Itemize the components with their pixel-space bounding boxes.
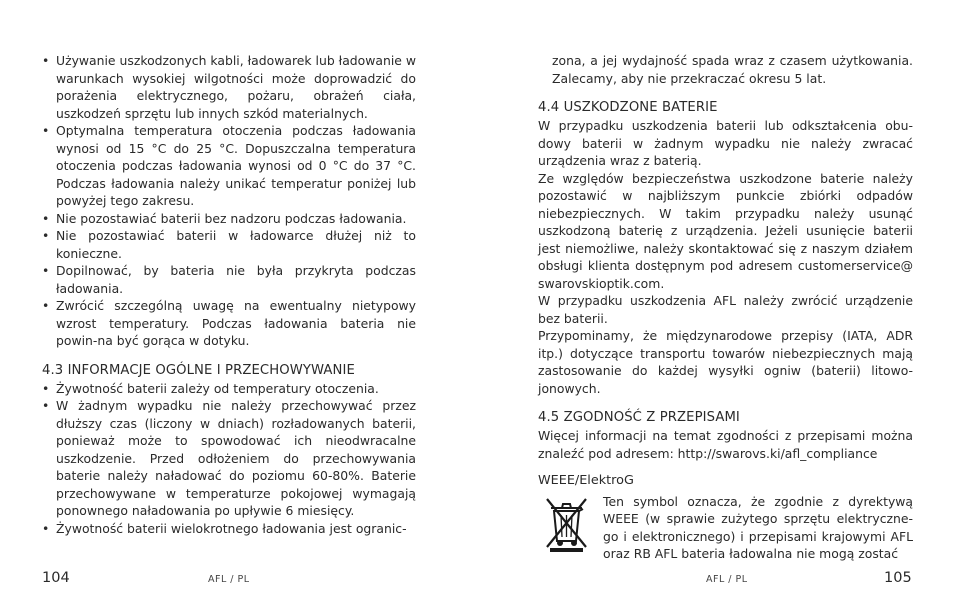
- paragraph: Ze względów bezpieczeństwa uszkodzone baterie należy pozostawić w najbliższym punkcie zbiórki odpadów niebezpiecznych. W takim przypadku należy usunąć uszkodzoną baterię z urządzenia. Jeżeli usunięcie baterii jest niemożliwe, należy skontaktować się z naszym działem obsługi klienta dostępnym pod adresem customerservice@ swarovskioptik.com.: [538, 170, 913, 291]
- list-item: [42, 520, 416, 538]
- bullet-icon: •: [42, 298, 50, 313]
- paragraph: Przypominamy, że międzynarodowe przepisy (IATA, ADR itp.) dotyczące transportu towarów niebezpiecznych mają zastosowanie do każdej wysyłki ogniw (baterii) litowo-jonowych.: [538, 328, 913, 396]
- bullet-icon: •: [42, 210, 50, 226]
- bullet-icon: •: [42, 228, 50, 243]
- list-item: [42, 397, 416, 520]
- bullet-icon: •: [42, 398, 50, 413]
- list-item: [42, 380, 416, 398]
- bullet-icon: •: [42, 53, 50, 68]
- list-item-text: W żadnym wypadku nie należy przechowywać przez dłuższy czas (liczony w dniach) rozładowanych baterii, ponieważ może to spowodować ich nieodwracalne uszkodzenie. Przed odłożeniem do przechowywania baterie należy naładować do poziomu 60-80%. Baterie przechowywane w temperaturze pokojowej wymagają ponownego naładowania po upływie 6 miesięcy.: [56, 398, 416, 518]
- list-item-text: Żywotność baterii wielokrotnego ładowania jest ogranic-: [56, 520, 407, 536]
- left-page: [42, 52, 416, 537]
- list-item: [42, 227, 416, 262]
- section-heading-4-5: 4.5 ZGODNOŚĆ Z PRZEPISAMI: [538, 410, 740, 425]
- list-item-text: Zwrócić szczególną uwagę na ewentualny nietypowy wzrost temperatury. Podczas ładowania bateria nie powin-na być gorąca w dotyku.: [56, 298, 416, 348]
- paragraph: W przypadku uszkodzenia AFL należy zwrócić urządzenie bez baterii.: [538, 293, 913, 326]
- list-item-text: Nie pozostawiać baterii bez nadzoru podczas ładowania.: [56, 210, 407, 226]
- list-item: [42, 262, 416, 297]
- list-item-text: Dopilnować, by bateria nie była przykryta podczas ładowania.: [56, 263, 416, 296]
- paragraph: Więcej informacji na temat zgodności z przepisami można znaleźć pod adresem: http://swarovs.ki/afl_compliance: [538, 428, 913, 461]
- bullet-icon: •: [42, 520, 50, 536]
- bullet-icon: •: [42, 263, 50, 278]
- weee-notice: [538, 493, 913, 563]
- bullet-icon: •: [42, 380, 50, 396]
- footer-right: AFL / PL: [706, 574, 748, 585]
- paragraph: W przypadku uszkodzenia baterii lub odkształcenia obu-dowy baterii w żadnym wypadku nie należy zwracać urządzenia wraz z baterią.: [538, 118, 913, 168]
- list-item: [42, 210, 416, 228]
- list-item-text: Żywotność baterii zależy od temperatury otoczenia.: [56, 380, 379, 396]
- list-item-text: Nie pozostawiać baterii w ładowarce dłużej niż to konieczne.: [56, 228, 416, 261]
- section-heading-4-3: 4.3 INFORMACJE OGÓLNE I PRZECHOWYWANIE: [42, 362, 355, 378]
- list-item: [42, 52, 416, 122]
- weee-text: Ten symbol oznacza, że zgodnie z dyrektywą WEEE (w sprawie zużytego sprzętu elektryczne-go i elektronicznego) i przepisami krajowymi AFL oraz RB AFL bateria ładowalna nie mogą zostać: [603, 493, 913, 561]
- footer-left: AFL / PL: [208, 574, 250, 585]
- storage-info-list: [42, 380, 416, 538]
- right-page: [538, 52, 913, 563]
- section-heading-4-4: 4.4 USZKODZONE BATERIE: [538, 100, 718, 115]
- page-number-left: 104: [42, 570, 70, 586]
- weee-title: WEEE/ElektroG: [538, 473, 634, 488]
- list-item-text: Używanie uszkodzonych kabli, ładowarek lub ładowanie w warunkach wysokiej wilgotności może doprowadzić do porażenia elektrycznego, pożaru, obrażeń ciała, uszkodzeń sprzętu lub innych szkód materialnych.: [56, 53, 416, 121]
- continuation-text: zona, a jej wydajność spada wraz z czasem użytkowania. Zalecamy, aby nie przekraczać okresu 5 lat.: [552, 53, 913, 86]
- page-number-right: 105: [884, 570, 912, 586]
- charging-safety-list: [42, 52, 416, 350]
- list-item-text: Optymalna temperatura otoczenia podczas ładowania wynosi od 15 °C do 25 °C. Dopuszczalna temperatura otoczenia podczas ładowania wynosi od 0 °C do 37 °C. Podczas ładowania należy unikać temperatur poniżej lub powyżej tego zakresu.: [56, 123, 416, 208]
- list-item: [42, 297, 416, 350]
- list-item: [42, 122, 416, 210]
- bullet-icon: •: [42, 123, 50, 138]
- crossed-out-wheelie-bin-icon: [538, 493, 595, 553]
